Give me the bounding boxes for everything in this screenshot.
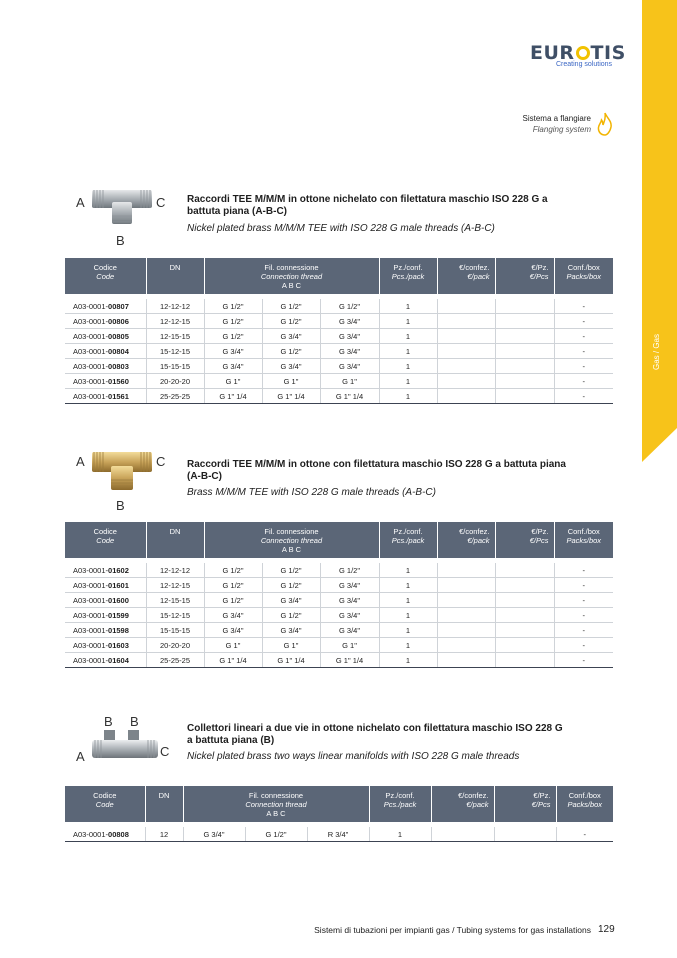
cell-pcs: 1 bbox=[379, 314, 437, 329]
col-dn: DN bbox=[145, 786, 183, 822]
system-title-en: Flanging system bbox=[532, 125, 591, 134]
brand-suffix: TIS bbox=[590, 42, 626, 64]
cell-thread-b: G 1/2" bbox=[262, 563, 320, 578]
product-title-it: Collettori lineari a due vie in ottone nichelato con filettatura maschio ISO 228 G a battuta piana (B) bbox=[187, 723, 563, 746]
cell-eur-pcs bbox=[495, 299, 554, 314]
cell-eur-pack bbox=[437, 329, 495, 344]
cell-thread-a: G 3/4" bbox=[204, 623, 262, 638]
cell-box: - bbox=[554, 359, 613, 374]
table-row bbox=[65, 374, 613, 389]
cell-code: A03-0001-00807 bbox=[65, 299, 146, 314]
col-thread: Fil. connessione Connection thread A B C bbox=[204, 258, 379, 294]
cell-code: A03-0001-00804 bbox=[65, 344, 146, 359]
cell-code: A03-0001-00806 bbox=[65, 314, 146, 329]
cell-pcs: 1 bbox=[379, 608, 437, 623]
cell-eur-pcs bbox=[495, 389, 554, 404]
cell-thread-a: G 1/2" bbox=[204, 563, 262, 578]
col-box: Conf./box Packs/box bbox=[556, 786, 613, 822]
cell-code: A03-0001-01602 bbox=[65, 563, 146, 578]
cell-dn: 12 bbox=[145, 827, 183, 842]
cell-code: A03-0001-01604 bbox=[65, 653, 146, 668]
cell-dn: 12-12-15 bbox=[146, 578, 204, 593]
cell-thread-b: G 3/4" bbox=[262, 329, 320, 344]
cell-box: - bbox=[554, 563, 613, 578]
cell-eur-pack bbox=[437, 314, 495, 329]
cell-thread-c: G 3/4" bbox=[320, 593, 379, 608]
cell-box: - bbox=[554, 623, 613, 638]
cell-thread-b: G 3/4" bbox=[262, 623, 320, 638]
cell-eur-pcs bbox=[495, 329, 554, 344]
cell-eur-pcs bbox=[495, 344, 554, 359]
nickel-tee-image bbox=[90, 186, 154, 228]
brand-tagline: Creating solutions bbox=[556, 61, 613, 68]
flame-icon bbox=[597, 112, 613, 136]
table-row bbox=[65, 359, 613, 374]
cell-box: - bbox=[554, 653, 613, 668]
cell-thread-a: G 1/2" bbox=[204, 329, 262, 344]
cell-eur-pack bbox=[437, 389, 495, 404]
cell-thread-a: G 1" 1/4 bbox=[204, 653, 262, 668]
cell-thread-b: G 1/2" bbox=[262, 344, 320, 359]
cell-thread-a: G 1" bbox=[204, 374, 262, 389]
product-title-en: Nickel plated brass M/M/M TEE with ISO 228 G male threads (A-B-C) bbox=[187, 223, 495, 234]
cell-eur-pack bbox=[437, 563, 495, 578]
cell-dn: 12-15-15 bbox=[146, 593, 204, 608]
label-a: A bbox=[76, 749, 85, 764]
cell-dn: 15-12-15 bbox=[146, 608, 204, 623]
cell-dn: 25-25-25 bbox=[146, 653, 204, 668]
cell-eur-pcs bbox=[495, 314, 554, 329]
label-a: A bbox=[76, 195, 85, 210]
table-row bbox=[65, 608, 613, 623]
cell-box: - bbox=[554, 344, 613, 359]
table-row bbox=[65, 578, 613, 593]
cell-thread-c: G 1/2" bbox=[320, 563, 379, 578]
cell-pcs: 1 bbox=[379, 344, 437, 359]
cell-thread-b: G 1" 1/4 bbox=[262, 653, 320, 668]
logo-ring-icon bbox=[576, 46, 590, 60]
cell-pcs: 1 bbox=[379, 299, 437, 314]
col-thread: Fil. connessione Connection thread A B C bbox=[183, 786, 369, 822]
cell-dn: 20-20-20 bbox=[146, 638, 204, 653]
cell-dn: 12-15-15 bbox=[146, 329, 204, 344]
col-box: Conf./box Packs/box bbox=[554, 522, 613, 558]
cell-pcs: 1 bbox=[379, 359, 437, 374]
cell-pcs: 1 bbox=[379, 374, 437, 389]
product-table-manifold bbox=[65, 786, 613, 842]
cell-eur-pack bbox=[437, 593, 495, 608]
cell-thread-a: G 1" bbox=[204, 638, 262, 653]
cell-thread-b: G 3/4" bbox=[262, 593, 320, 608]
cell-thread-c: G 1" 1/4 bbox=[320, 389, 379, 404]
cell-thread-b: G 1" 1/4 bbox=[262, 389, 320, 404]
col-box: Conf./box Packs/box bbox=[554, 258, 613, 294]
cell-dn: 15-15-15 bbox=[146, 623, 204, 638]
cell-thread-c: G 1" bbox=[320, 638, 379, 653]
cell-dn: 12-12-12 bbox=[146, 299, 204, 314]
label-b-left: B bbox=[104, 714, 113, 729]
cell-dn: 12-12-15 bbox=[146, 314, 204, 329]
cell-thread-a: G 3/4" bbox=[204, 608, 262, 623]
cell-thread-b: G 1/2" bbox=[262, 314, 320, 329]
col-eur-pack: €/confez. €/pack bbox=[437, 258, 495, 294]
product-title-en: Nickel plated brass two ways linear manifolds with ISO 228 G male threads bbox=[187, 751, 520, 762]
cell-code: A03-0001-01600 bbox=[65, 593, 146, 608]
cell-thread-c: G 3/4" bbox=[320, 359, 379, 374]
col-dn: DN bbox=[146, 522, 204, 558]
cell-thread-c: G 3/4" bbox=[320, 608, 379, 623]
cell-thread-a: G 1/2" bbox=[204, 314, 262, 329]
cell-box: - bbox=[554, 299, 613, 314]
cell-eur-pack bbox=[437, 623, 495, 638]
cell-box: - bbox=[554, 314, 613, 329]
label-c: C bbox=[156, 454, 166, 469]
cell-eur-pcs bbox=[495, 578, 554, 593]
table-row bbox=[65, 314, 613, 329]
label-c: C bbox=[160, 744, 170, 759]
cell-box: - bbox=[556, 827, 613, 842]
cell-eur-pcs bbox=[495, 623, 554, 638]
cell-thread-c: G 1/2" bbox=[320, 299, 379, 314]
col-pcs: Pz./conf. Pcs./pack bbox=[379, 522, 437, 558]
cell-box: - bbox=[554, 593, 613, 608]
page-number: 129 bbox=[598, 924, 615, 935]
cell-thread-a: G 3/4" bbox=[204, 344, 262, 359]
table-row bbox=[65, 563, 613, 578]
cell-thread-a: G 1" 1/4 bbox=[204, 389, 262, 404]
table-row bbox=[65, 623, 613, 638]
col-code: Codice Code bbox=[65, 522, 146, 558]
cell-box: - bbox=[554, 374, 613, 389]
col-eur-pack: €/confez. €/pack bbox=[437, 522, 495, 558]
label-b: B bbox=[116, 233, 125, 248]
cell-eur-pack bbox=[431, 827, 494, 842]
col-code: Codice Code bbox=[65, 258, 146, 294]
footer-text: Sistemi di tubazioni per impianti gas / Tubing systems for gas installations bbox=[314, 925, 591, 935]
col-code: Codice Code bbox=[65, 786, 145, 822]
cell-thread-b: G 1/2" bbox=[262, 608, 320, 623]
cell-dn: 25-25-25 bbox=[146, 389, 204, 404]
cell-eur-pack bbox=[437, 359, 495, 374]
cell-thread-c: R 3/4" bbox=[307, 827, 369, 842]
cell-thread-c: G 1" bbox=[320, 374, 379, 389]
cell-pcs: 1 bbox=[369, 827, 431, 842]
product-title-it: Raccordi TEE M/M/M in ottone nichelato con filettatura maschio ISO 228 G a battuta piana (A-B-C) bbox=[187, 194, 548, 217]
cell-eur-pack bbox=[437, 299, 495, 314]
product-title-it: Raccordi TEE M/M/M in ottone con filettatura maschio ISO 228 G a battuta piana (A-B-C) bbox=[187, 459, 566, 482]
col-eur-pcs: €/Pz. €/Pcs bbox=[495, 522, 554, 558]
brand-prefix: EUR bbox=[530, 42, 575, 64]
table-row bbox=[65, 389, 613, 404]
cell-code: A03-0001-01599 bbox=[65, 608, 146, 623]
cell-code: A03-0001-00803 bbox=[65, 359, 146, 374]
cell-thread-a: G 1/2" bbox=[204, 578, 262, 593]
cell-pcs: 1 bbox=[379, 638, 437, 653]
table-row bbox=[65, 653, 613, 668]
table-row bbox=[65, 344, 613, 359]
cell-eur-pack bbox=[437, 578, 495, 593]
cell-box: - bbox=[554, 578, 613, 593]
cell-thread-b: G 1/2" bbox=[245, 827, 307, 842]
manifold-image bbox=[90, 728, 160, 764]
col-eur-pack: €/confez. €/pack bbox=[431, 786, 494, 822]
cell-box: - bbox=[554, 638, 613, 653]
section-tab-label: Gas / Gas bbox=[652, 333, 661, 370]
cell-eur-pack bbox=[437, 344, 495, 359]
cell-thread-c: G 3/4" bbox=[320, 344, 379, 359]
table-row bbox=[65, 299, 613, 314]
cell-thread-b: G 3/4" bbox=[262, 359, 320, 374]
col-dn: DN bbox=[146, 258, 204, 294]
label-b: B bbox=[116, 498, 125, 513]
system-title-it: Sistema a flangiare bbox=[522, 114, 591, 123]
cell-eur-pcs bbox=[495, 593, 554, 608]
cell-eur-pack bbox=[437, 653, 495, 668]
cell-pcs: 1 bbox=[379, 623, 437, 638]
cell-pcs: 1 bbox=[379, 563, 437, 578]
cell-pcs: 1 bbox=[379, 578, 437, 593]
product-table-brass-tee bbox=[65, 522, 613, 668]
col-thread: Fil. connessione Connection thread A B C bbox=[204, 522, 379, 558]
brass-tee-image bbox=[90, 448, 154, 494]
cell-code: A03-0001-01560 bbox=[65, 374, 146, 389]
col-pcs: Pz./conf. Pcs./pack bbox=[379, 258, 437, 294]
cell-eur-pack bbox=[437, 374, 495, 389]
cell-box: - bbox=[554, 608, 613, 623]
cell-pcs: 1 bbox=[379, 653, 437, 668]
cell-thread-a: G 1/2" bbox=[204, 299, 262, 314]
cell-pcs: 1 bbox=[379, 329, 437, 344]
cell-eur-pack bbox=[437, 638, 495, 653]
table-row bbox=[65, 638, 613, 653]
cell-thread-c: G 3/4" bbox=[320, 623, 379, 638]
cell-eur-pcs bbox=[495, 638, 554, 653]
cell-eur-pack bbox=[437, 608, 495, 623]
cell-eur-pcs bbox=[495, 608, 554, 623]
cell-code: A03-0001-01598 bbox=[65, 623, 146, 638]
cell-dn: 20-20-20 bbox=[146, 374, 204, 389]
table-row bbox=[65, 827, 613, 842]
cell-thread-a: G 3/4" bbox=[183, 827, 245, 842]
product-table-nickel-tee bbox=[65, 258, 613, 404]
cell-thread-c: G 3/4" bbox=[320, 578, 379, 593]
cell-thread-c: G 3/4" bbox=[320, 314, 379, 329]
section-tab-corner bbox=[642, 428, 677, 462]
cell-box: - bbox=[554, 329, 613, 344]
col-eur-pcs: €/Pz. €/Pcs bbox=[495, 258, 554, 294]
cell-code: A03-0001-00808 bbox=[65, 827, 145, 842]
product-title-en: Brass M/M/M TEE with ISO 228 G male threads (A-B-C) bbox=[187, 487, 436, 498]
cell-thread-b: G 1/2" bbox=[262, 299, 320, 314]
cell-box: - bbox=[554, 389, 613, 404]
label-a: A bbox=[76, 454, 85, 469]
cell-eur-pcs bbox=[495, 653, 554, 668]
cell-dn: 15-15-15 bbox=[146, 359, 204, 374]
cell-eur-pcs bbox=[495, 374, 554, 389]
cell-thread-c: G 1" 1/4 bbox=[320, 653, 379, 668]
cell-code: A03-0001-00805 bbox=[65, 329, 146, 344]
cell-code: A03-0001-01603 bbox=[65, 638, 146, 653]
table-row bbox=[65, 593, 613, 608]
cell-thread-a: G 3/4" bbox=[204, 359, 262, 374]
cell-thread-b: G 1/2" bbox=[262, 578, 320, 593]
col-pcs: Pz./conf. Pcs./pack bbox=[369, 786, 431, 822]
cell-thread-b: G 1" bbox=[262, 638, 320, 653]
cell-eur-pcs bbox=[494, 827, 556, 842]
cell-eur-pcs bbox=[495, 563, 554, 578]
label-c: C bbox=[156, 195, 166, 210]
cell-dn: 12-12-12 bbox=[146, 563, 204, 578]
cell-eur-pcs bbox=[495, 359, 554, 374]
cell-pcs: 1 bbox=[379, 389, 437, 404]
cell-thread-c: G 3/4" bbox=[320, 329, 379, 344]
cell-code: A03-0001-01601 bbox=[65, 578, 146, 593]
table-row bbox=[65, 329, 613, 344]
cell-thread-a: G 1/2" bbox=[204, 593, 262, 608]
cell-pcs: 1 bbox=[379, 593, 437, 608]
cell-dn: 15-12-15 bbox=[146, 344, 204, 359]
cell-thread-b: G 1" bbox=[262, 374, 320, 389]
col-eur-pcs: €/Pz. €/Pcs bbox=[494, 786, 556, 822]
label-b-right: B bbox=[130, 714, 139, 729]
cell-code: A03-0001-01561 bbox=[65, 389, 146, 404]
